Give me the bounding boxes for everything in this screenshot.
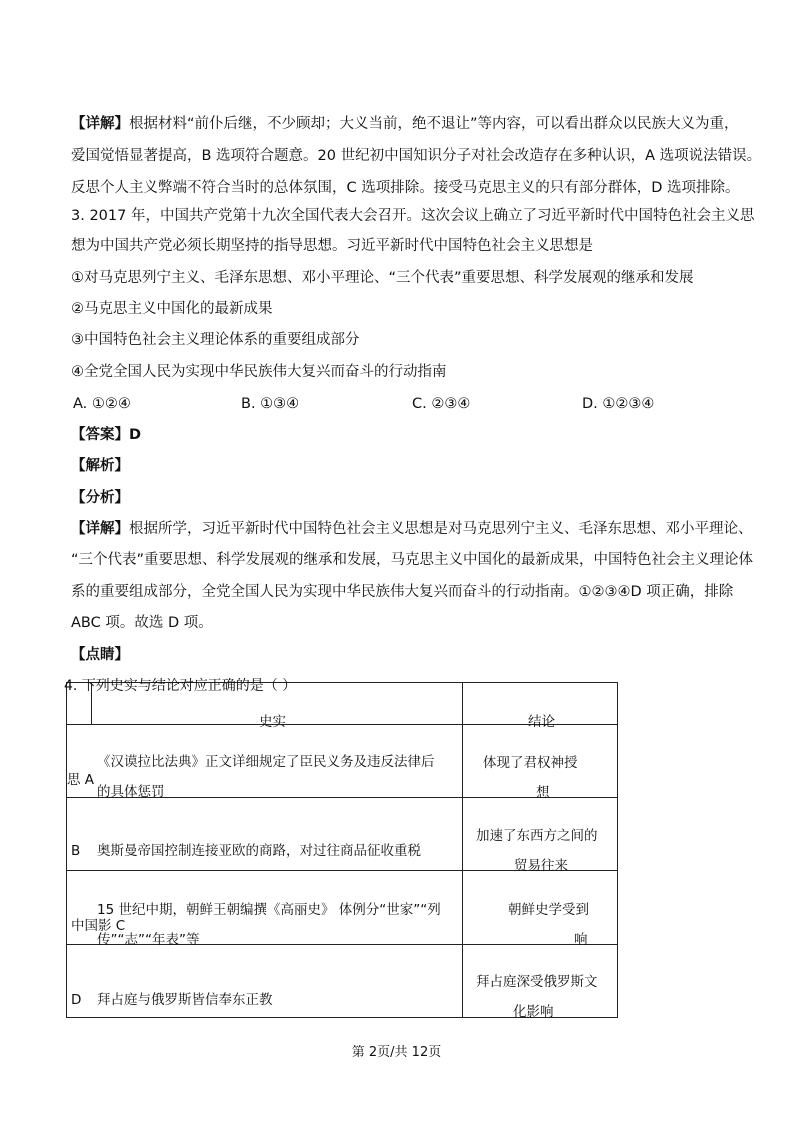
q4-row-b-conclusion-line-1: 加速了东西方之间的 — [476, 828, 598, 844]
q3-item-2: ②马克思主义中国化的最新成果 — [71, 301, 273, 317]
q4-row-a-fact-line-2: 的具体惩罚 — [97, 784, 165, 800]
detail-paragraph-line-2: 爱国觉悟显著提高，B 选项符合题意。20 世纪初中国知识分子对社会改造存在多种认识，A 选项说法错误。 — [71, 148, 762, 164]
q4-row-b-label: B — [71, 843, 81, 859]
detail-paragraph-line-1: 【详解】根据材料“前仆后继，不少顾却；大义当前，绝不退让”等内容，可以看出群众以民族大义为重， — [71, 116, 739, 132]
q3-item-4: ④全党全国人民为实现中华民族伟大复兴而奋斗的行动指南 — [71, 364, 447, 380]
q4-row-a-conclusion-line-1: 体现了君权神授 — [483, 755, 578, 771]
q4-row-c-conclusion-line-1: 朝鲜史学受到 — [508, 902, 589, 918]
q3-detail-line-4: ABC 项。故选 D 项。 — [71, 615, 213, 631]
q4-header-conclusion: 结论 — [528, 714, 555, 730]
q3-detail-line-3: 系的重要组成部分，全党全国人民为实现中华民族伟大复兴而奋斗的行动指南。①②③④D 项正确，排除 — [71, 584, 734, 600]
q4-row-b-fact-line-1: 奥斯曼帝国控制连接亚欧的商路，对过往商品征收重税 — [97, 843, 421, 859]
q4-header-fact: 史实 — [259, 714, 286, 730]
q3-option-d: D. ①②③④ — [582, 396, 655, 412]
q3-detail-tag: 【详解】 — [71, 521, 129, 537]
q3-detail-line-1: 【详解】根据所学，习近平新时代中国特色社会主义思想是对马克思列宁主义、毛泽东思想、邓小平理论、 — [71, 521, 753, 537]
q4-row-a-label: 思 A — [67, 772, 95, 788]
q3-answer: 【答案】D — [71, 427, 142, 443]
q3-detail-line-2: “三个代表”重要思想、科学发展观的继承和发展，马克思主义中国化的最新成果，中国特色社会主义理论体 — [71, 552, 754, 568]
page-footer: 第 2页/共 12页 — [351, 1045, 442, 1060]
q3-dianjing-heading: 【点睛】 — [71, 647, 129, 663]
q4-stem: 4. 下列史实与结论对应正确的是（ ） — [64, 678, 297, 694]
q4-row-d-fact-line-1: 拜占庭与俄罗斯皆信奉东正教 — [97, 992, 273, 1008]
detail-tag: 【详解】 — [71, 116, 129, 132]
q3-fenxi-heading: 【分析】 — [71, 490, 129, 506]
q4-row-a-conclusion-line-2: 想 — [536, 785, 550, 801]
q4-table-column-divider — [462, 682, 463, 1018]
q4-row-c-conclusion-line-2: 响 — [574, 932, 588, 948]
q3-item-1: ①对马克思列宁主义、毛泽东思想、邓小平理论、“三个代表”重要思想、科学发展观的继承和发展 — [71, 270, 694, 286]
q3-stem-line-2: 想为中国共产党必须长期坚持的指导思想。习近平新时代中国特色社会主义思想是 — [71, 238, 593, 254]
q4-row-c-fact-line-2: 传”“志”“年表”等 — [97, 932, 200, 948]
q4-row-c-label: 中国影 C — [71, 918, 126, 934]
q3-option-a: A. ①②④ — [73, 396, 131, 412]
q4-row-d-label: D — [71, 992, 82, 1008]
detail-paragraph-line-3: 反思个人主义弊端不符合当时的总体氛围，C 选项排除。接受马克思主义的只有部分群体，D 选项排除。 — [71, 180, 740, 196]
q4-row-d-conclusion-line-1: 拜占庭深受俄罗斯文 — [476, 974, 598, 990]
q3-option-c: C. ②③④ — [412, 396, 471, 412]
q3-analysis-heading: 【解析】 — [71, 458, 129, 474]
q3-option-b: B. ①③④ — [241, 396, 300, 412]
q4-row-c-fact-line-1: 15 世纪中期，朝鲜王朝编撰《高丽史》 体例分“世家”“列 — [97, 902, 441, 918]
q3-item-3: ③中国特色社会主义理论体系的重要组成部分 — [71, 332, 360, 348]
q3-stem-line-1: 3. 2017 年，中国共产党第十九次全国代表大会召开。这次会议上确立了习近平新时代中国特色社会主义思 — [71, 208, 755, 224]
q4-row-a-fact-line-1: 《汉谟拉比法典》正文详细规定了臣民义务及违反法律后 — [97, 754, 435, 770]
q4-row-d-conclusion-line-2: 化影响 — [513, 1004, 554, 1020]
q4-row-b-conclusion-line-2: 贸易往来 — [514, 858, 568, 874]
